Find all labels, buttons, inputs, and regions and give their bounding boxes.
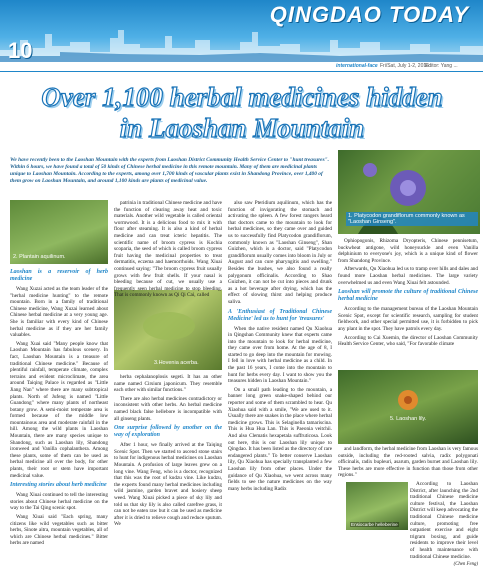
article-column-2 xyxy=(114,200,222,299)
article-column-1 xyxy=(10,266,108,549)
leaf-image xyxy=(114,290,222,370)
photo-laoshan-lily xyxy=(338,370,478,444)
paragraph: Wang Xiuai said "Each spring, many citizens like wild vegetables such as bitter herbs, Sinote aitra, mountain vegetables, all of which are Chinese herbal medicines." Bitter herbs are named xyxy=(10,514,108,547)
paragraph: Wang Xiuai continued to tell the interesting stories about Chinese herbal medicine on the way to the Tai Qing scenic spot. xyxy=(10,492,108,512)
photo-caption: 1. Platycodon grandiflorum commonly known as "Laoshan Ginseng". xyxy=(346,212,478,226)
section-subhead: A 'Enthusiast of Traditional Chinese Medicine' led us to hunt for 'treasures' xyxy=(228,308,332,322)
article-column-3 xyxy=(228,200,332,568)
photo-caption: 2. Plantain aquilinum. xyxy=(13,254,66,260)
section-subhead: Laoshan is a reservoir of herb medicine xyxy=(10,269,108,282)
article-column-4-lower xyxy=(338,446,478,572)
paragraph: According to Cai Xuemin, the director of Laoshan Community Health Service Center, who said, "For favorable climate xyxy=(338,334,478,348)
section-subhead: Interesting stories about herb medicine xyxy=(10,482,107,489)
photo-caption: 3.Hovenia acerba. xyxy=(154,360,199,366)
paragraph: Wang Xuzai acted as the team leader of the "herbal medicine hunting" to the remote mountain. Born in a family of traditional Chinese medicine, Wang Xuzai learned about Chinese herbal medicine at a very young age. She is familiar with every kind of Chinese herbal medicine as if they are her family valuables. xyxy=(10,286,108,339)
paragraph: According to Laoshan District, after launching the 2nd traditional Chinese medicine culture festival, the Laoshan District will keep advocating the traditional Chinese medicine culture, promoting free outpatient exercise and eight trigram boxing, and guide residents to improve their level of health maintenance with traditional Chinese medicine. xyxy=(410,480,478,560)
page-meta-bar xyxy=(0,62,483,72)
page-number: 10 xyxy=(8,38,33,63)
article-intro: We have recently been to the Laoshan Mountain with the experts from Laoshan District Community Health Service Center to "hunt treasures". Within 6 hours, we have found a total of 50 kinds of Chinese herbal medicine in this remote mountain. Many of them are medicinal plants unique to Laoshan Mountain. According to the experts, among over 1,700 kinds of vascular plants exist in Shandong Province, over 1,400 of them grow on Laoshan Mountain, and around 1,100 kinds are plants of medicinal value. xyxy=(10,157,330,184)
city-skyline-graphic xyxy=(0,22,483,62)
photo-caption: 5. Laoshan lily. xyxy=(390,416,427,422)
lily-image xyxy=(338,370,478,444)
editor-credit: Editor: Yang ... xyxy=(425,63,458,69)
photo-plantain xyxy=(10,200,108,264)
photo-hovenia xyxy=(114,290,222,370)
section-subhead: Laoshan will promote the culture of traditional Chinese herbal medicine xyxy=(338,289,478,303)
paragraph: and landform, the herbal medicine from Laoshan is very famous outside, including the red-rooted salvia, radix polygonati officinalis, radix bupleuri, asarum, garden burnet and Laoshan lily. These herbs are more effective in function than those from other regions." xyxy=(338,446,478,479)
issue-date: Fri/Sat, July 1-2, 2016 xyxy=(380,63,429,69)
paragraph: After 1 hour, we finally arrived at the Taiqing Scenic Spot. Then we started to ascend stone stairs to hunt for indigenous herbal medicines on Laoshan Mountain. A profusion of large leaves grew on a long vine. Wang Feng, who is a doctor, recognized that this was the root of kudzu vine. Like kudzu, the experts found many herbal medicines including wild jasmine, garden bravet and hosiery sheep weed. Wang Xiuai picked a piece of sky lily and told us that sky lily is also called carefree grass, it can not be eaten raw but it can be used as medicine after it is dried to relieve cough and reduce sputum. We xyxy=(114,442,222,528)
paragraph: Ophiopogonis, Rhizoma Dryopteris, Chinese pennisetum, buckwheat antigone, wild honeysuckle and even Vanilla delphinium to everyone's joy, which is a unique kind of flower from Shandong Province. xyxy=(338,238,478,264)
paragraph: patrinia in traditional Chinese medicine and have the function of clearing away heat and toxic materials. Another wild vegetable is called oriental wormwood. It is a delicious food to mix it with flour after steaming. It is also a kind of herbal medicine and can treat icteric hepatitis. The scientific name of broom cypress is Kochia scoparia, the seed of which is called broom cypress fruit having the medicinal properties to treat dermatitis, eczema and haemorrhoids. Wang Xiuai continued saying: "The broom cypress fruit usually grows with few fruit shells. If your nasal is bleeding because of cut, we usually use a frequently seen herbal medicine to stop bleeding. That is commonly known as Qi Qi Cai, called xyxy=(114,200,222,299)
paragraph: When the native resident named Qu Xiaohua in Qingshan Community knew that experts came into the mountain to look for herbal medicine, they came over from home. At the age of 8, I started to go deep into the mountain for mowing. I fell in love with herbal medicine as a child. In the past 16 years, I come into the mountain to hunt for herbs every day. I want to show you the treasures hidden in Laoshan Mountain." xyxy=(228,325,332,385)
section-subhead: One surprise followed by another on the way of exploration xyxy=(114,425,222,439)
paragraph: herba cephalanoplosis segeti. It has an other name named Cirsium japonicum. They resemble each other with similar functions." xyxy=(114,374,222,394)
newspaper-title: QINGDAO TODAY xyxy=(269,2,469,27)
article-column-2-lower xyxy=(114,374,222,530)
paragraph: There are also herbal medicines contradictory or inconsistent with other herbs. An herbal medicine named black false hellebore is incompatible with all ginseng plants. xyxy=(114,395,222,422)
paragraph: Afterwards, Qu Xiaohua led us to tramp over hills and dales and found more Laoshan herbal medicines. The large variety overwhelmed us and even Wang Xiuai felt astounded. xyxy=(338,266,478,286)
photo-platycodon xyxy=(338,150,480,234)
author-credit: (Chen Feng) xyxy=(453,562,478,568)
article-headline: Over 1,100 herbal medicines hidden in Laoshan Mountain xyxy=(41,82,443,143)
article-column-4 xyxy=(338,238,478,368)
paragraph: Wang Xuai said "Many people know that Laoshan Mountain has fabulous scenery. In fact, Laoshan Mountain is a treasure of traditional Chinese medicine." Because of plentiful rainfall, temperate climate, complex terrains and evident microclimate, the area around Taiqing Palace is regarded as "Little Jiang Nan" where there are many subtropical plants. North of Jufeng is named "Little Guandong" where many plants of northeast botany grow. A semi-moist temperate area is formed because of the middle low mountainous area and moderate rainfall in the hill. Among the wild plants in Laoshan Mountain, there are many species unique to Shandong, such as Laoshan lily, Shandong ironweed and Vanilla cophalanthera. Among these plants, some of them can be used as herbal medicine all over the body, for other plants, their root or stem have important medicinal value. xyxy=(10,340,108,479)
masthead-banner xyxy=(0,0,483,62)
paragraph: On a small path leading to the mountain, a banner long green snake-shaped behind our reporter and some of them scrambled to hear. Qu Xiaohua said with a smile, "We are used to it. Usually there are snakes in the place where herbal medicine grows. This is Selaginella tamariscina. This is Hua Hua Lan. This is Paeonia veitchii. And also Clematis hexapetala suffruticosa. Look out here, this is our Laoshan lily unique to Qingdao. It has been listed as the directory of rare endangered plants." To better conserve Laoshan lily, Qu Xiaohua has specially transplanted a few Laoshan lily from other places. Under the guidance of Qu Xiaohua, we went across many fields to see the nature medicines on the way many herbs including Radix xyxy=(228,386,332,492)
section-label: international-face xyxy=(336,63,378,69)
paragraph: also saw Pteridium aquilinum, which has the function of invigorating the stomach and activating the spleen. A few forest rangers heard that doctors came to the mountain to look for herbal medicines, so they came over and guided us to successfully find Platycodon grandiflorum, commonly known as "Laoshan Ginseng", Shan Guizhen, which is a doctor, said "Platycodon grandiflorum usually comes into bloom in July or August and can cure pharyngitis and swelling." Besides the bushes, we also found a really palygonum officinalis. According to Shao Guizhen, it can not be cut into pieces and drunk as a hot beverage after drying, which has the effect of slowing thirst and helping produce saliva. xyxy=(228,200,332,305)
paragraph: According to the management bureau of the Laoshan Mountain Scenic Spot, except for scientific research, sampling for student fieldwork, and other special permitted use, it is forbidden to pick any plant in the spot. They have patrols every day. xyxy=(338,306,478,332)
photo-caption: Ensiocarbe helleberine xyxy=(351,522,398,527)
